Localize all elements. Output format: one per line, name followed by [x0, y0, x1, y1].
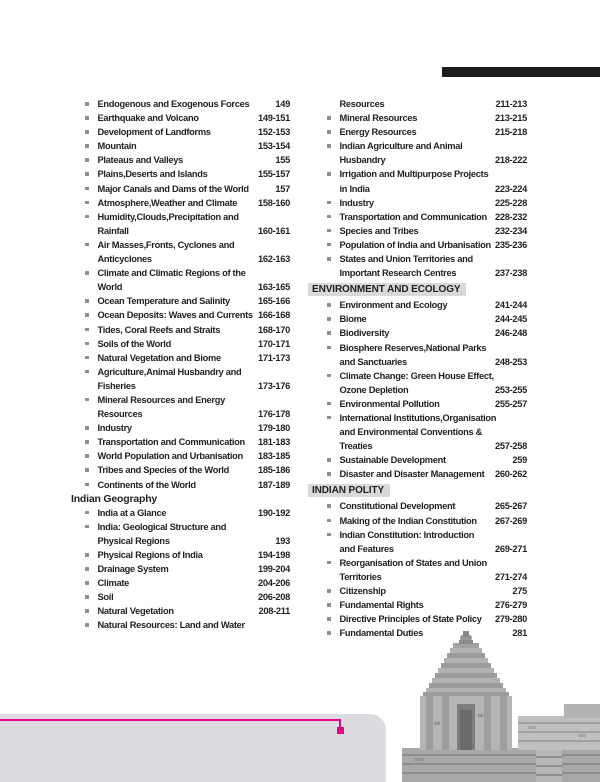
toc-entry-title: Biome [339, 314, 367, 325]
toc-entry-title: in India [339, 183, 370, 194]
toc-entry-title: States and Union Territories and [339, 254, 473, 265]
toc-row [70, 435, 290, 449]
toc-row [308, 224, 527, 238]
toc-row [70, 139, 290, 153]
toc-entry-pages: 194-198 [257, 550, 290, 560]
toc-entry-title: Husbandry [339, 155, 386, 166]
bullet-icon [327, 130, 331, 134]
bullet-icon [327, 257, 331, 261]
toc-row [308, 411, 527, 425]
toc-entry-title: and Features [339, 543, 394, 554]
bullet-icon [327, 589, 331, 593]
toc-entry-title: Humidity,Clouds,Precipitation and [97, 211, 239, 222]
toc-entry-title: International Institutions,Organisation [339, 412, 497, 423]
toc-row [308, 556, 527, 570]
toc-row [70, 407, 290, 421]
bullet-icon [85, 201, 89, 205]
toc-row [70, 167, 290, 181]
toc-row [308, 97, 527, 111]
toc-row [308, 425, 527, 439]
toc-entry-title: Tides, Coral Reefs and Straits [97, 324, 221, 335]
toc-entry-title: Energy Resources [339, 127, 417, 138]
toc-entry-title: Biodiversity [339, 328, 390, 339]
toc-row [308, 111, 527, 125]
toc-entry-title: Air Masses,Fronts, Cyclones and [97, 239, 235, 250]
toc-entry-title: India: Geological Structure and [97, 521, 227, 532]
bullet-icon [85, 511, 89, 515]
toc-entry-title: Fundamental Duties [339, 628, 423, 639]
section-header: INDIAN POLITY [308, 484, 390, 497]
toc-entry-pages: 246-248 [494, 328, 527, 339]
toc-entry-pages: 206-208 [257, 592, 290, 603]
toc-entry-title: Constitutional Development [339, 501, 456, 512]
toc-row [70, 97, 290, 111]
toc-row [70, 421, 290, 435]
toc-entry-title: Soil [97, 592, 114, 603]
toc-row [308, 584, 527, 598]
toc-entry-title: Mountain [97, 141, 137, 152]
temple-illustration [388, 630, 600, 782]
toc-entry-pages: 155-157 [257, 169, 290, 180]
toc-entry-pages: 152-153 [257, 127, 290, 138]
toc-entry-pages: 267-269 [494, 515, 527, 526]
bullet-icon [85, 454, 89, 458]
toc-row [70, 111, 290, 125]
bullet-icon [327, 346, 331, 350]
toc-entry-pages: 185-186 [257, 465, 290, 476]
toc-entry-pages: 218-222 [494, 155, 527, 166]
bullet-icon [327, 561, 331, 565]
toc-column-right [308, 97, 527, 640]
toc-entry-title: Indian Agriculture and Animal [339, 141, 463, 152]
toc-entry-pages: 260-262 [494, 469, 527, 480]
toc-row [70, 365, 290, 379]
toc-entry-pages: 269-271 [494, 543, 527, 554]
toc-entry-title: Directive Principles of State Policy [339, 614, 482, 625]
toc-entry-pages: 215-218 [494, 127, 527, 138]
toc-entry-title: World Population and Urbanisation [97, 451, 243, 462]
toc-entry-title: Tribes and Species of the World [97, 465, 230, 476]
toc-entry-title: Plains,Deserts and Islands [97, 169, 208, 180]
toc-entry-pages: 168-170 [257, 324, 290, 335]
toc-row [70, 478, 290, 492]
toc-row [70, 280, 290, 294]
toc-entry-title: Important Research Centres [339, 268, 457, 279]
toc-row [70, 182, 290, 196]
toc-row [308, 341, 527, 355]
bullet-icon [85, 525, 89, 529]
toc-entry-title: Climate [97, 578, 129, 589]
toc-entry-pages: 179-180 [257, 423, 290, 434]
toc-entry-title: Endogenous and Exogenous Forces [97, 99, 250, 109]
toc-entry-title: Environmental Pollution [339, 398, 440, 409]
toc-entry-pages: 257-258 [494, 441, 527, 452]
toc-entry-title: Soils of the World [97, 338, 171, 349]
bullet-icon [85, 243, 89, 247]
bullet-icon [327, 215, 331, 219]
toc-entry-title: and Sanctuaries [339, 356, 407, 367]
toc-row [70, 590, 290, 604]
toc-row [308, 326, 527, 340]
toc-row [308, 196, 527, 210]
toc-row [70, 308, 290, 322]
toc-entry-title: Plateaus and Valleys [97, 155, 183, 166]
toc-entry-title: Major Canals and Dams of the World [97, 183, 249, 194]
toc-entry-title: Environment and Ecology [339, 300, 448, 311]
toc-entry-pages: 157 [275, 183, 290, 194]
toc-entry-title: Making of the Indian Constitution [339, 515, 477, 526]
toc-entry-title: Ozone Depletion [339, 384, 409, 395]
bullet-icon [327, 374, 331, 378]
toc-row [70, 506, 290, 520]
toc-entry-title: Fisheries [97, 380, 136, 391]
bullet-icon [85, 468, 89, 472]
bullet-icon [85, 328, 89, 332]
toc-entry-pages: 232-234 [494, 225, 527, 236]
toc-entry-pages: 155 [275, 155, 290, 166]
toc-entry-title: Anticyclones [97, 254, 152, 265]
toc-row [308, 312, 527, 326]
toc-entry-pages: 241-244 [494, 300, 527, 311]
toc-entry-title: India at a Glance [97, 507, 167, 518]
toc-entry-title: Industry [97, 423, 132, 434]
bullet-icon [327, 472, 331, 476]
toc-row [308, 153, 527, 167]
toc-entry-pages: 166-168 [257, 310, 290, 321]
toc-row [308, 528, 527, 542]
toc-entry-pages: 162-163 [257, 254, 290, 265]
bullet-icon [85, 623, 89, 627]
toc-row [70, 337, 290, 351]
toc-row [70, 548, 290, 562]
toc-entry-pages: 225-228 [494, 197, 527, 208]
toc-entry-pages: 213-215 [494, 113, 527, 124]
bullet-icon [85, 130, 89, 134]
toc-entry-pages: 199-204 [257, 564, 290, 575]
toc-entry-title: Ocean Deposits: Waves and Currents [97, 310, 253, 321]
toc-entry-title: Transportation and Communication [97, 437, 245, 448]
toc-entry-title: Transportation and Communication [339, 211, 487, 222]
toc-row [308, 612, 527, 626]
toc-column-left [70, 97, 290, 633]
bullet-icon [327, 303, 331, 307]
toc-row [70, 153, 290, 167]
toc-entry-title: Citizenship [339, 586, 386, 596]
bullet-icon [327, 603, 331, 607]
toc-entry-pages: 228-232 [494, 211, 527, 222]
toc-entry-pages: 171-173 [257, 352, 290, 363]
toc-entry-pages: 149-151 [257, 113, 290, 124]
toc-entry-pages: 165-166 [257, 296, 290, 307]
toc-row [308, 570, 527, 584]
bullet-icon [85, 102, 89, 106]
bullet-icon [327, 331, 331, 335]
bullet-icon [327, 458, 331, 462]
bullet-icon [85, 158, 89, 162]
toc-entry-pages: 170-171 [257, 338, 290, 349]
toc-entry-title: Natural Vegetation [97, 606, 174, 617]
toc-row [70, 351, 290, 365]
toc-entry-title: Earthquake and Volcano [97, 113, 199, 124]
toc-entry-pages: 253-255 [494, 384, 527, 395]
bullet-icon [85, 398, 89, 402]
toc-row [70, 323, 290, 337]
toc-entry-pages: 235-236 [494, 239, 527, 250]
toc-entry-pages: 163-165 [257, 282, 290, 293]
toc-row [308, 499, 527, 513]
toc-entry-title: Resources [97, 409, 143, 420]
bullet-icon [85, 356, 89, 360]
black-divider-bar [442, 67, 600, 77]
toc-entry-title: Drainage System [97, 564, 169, 575]
toc-row [308, 397, 527, 411]
toc-row [70, 576, 290, 590]
toc-row [308, 252, 527, 266]
toc-entry-title: Physical Regions [97, 535, 170, 546]
toc-entry-pages: 149 [275, 99, 290, 109]
toc-entry-pages: 275 [512, 586, 527, 596]
bullet-icon [85, 595, 89, 599]
toc-row [308, 439, 527, 453]
toc-entry-title: Biosphere Reserves,National Parks [339, 342, 487, 353]
toc-entry-title: Ocean Temperature and Salinity [97, 296, 230, 307]
toc-entry-pages: 265-267 [494, 501, 527, 512]
bullet-icon [85, 342, 89, 346]
toc-row [70, 534, 290, 548]
toc-entry-pages: 173-176 [257, 380, 290, 391]
toc-row [308, 355, 527, 369]
bullet-icon [85, 370, 89, 374]
toc-row [308, 298, 527, 312]
bullet-icon [85, 215, 89, 219]
toc-entry-title: Territories [339, 571, 382, 582]
toc-entry-title: Agriculture,Animal Husbandry and [97, 366, 242, 377]
toc-entry-title: Development of Landforms [97, 127, 211, 138]
bullet-icon [327, 172, 331, 176]
pink-accent-square [337, 727, 344, 734]
toc-entry-title: Disaster and Disaster Management [339, 469, 485, 480]
section-header: Indian Geography [71, 492, 158, 505]
toc-row [70, 449, 290, 463]
bullet-icon [85, 299, 89, 303]
toc-row [308, 383, 527, 397]
toc-row [308, 369, 527, 383]
bullet-icon [327, 533, 331, 537]
bullet-icon [327, 504, 331, 508]
bullet-icon [327, 617, 331, 621]
bullet-icon [327, 402, 331, 406]
toc-entry-title: Rainfall [97, 225, 129, 236]
bullet-icon [85, 172, 89, 176]
toc-row [308, 182, 527, 196]
toc-entry-pages: 211-213 [495, 99, 527, 109]
toc-row [70, 210, 290, 224]
toc-row [308, 125, 527, 139]
toc-entry-title: Continents of the World [97, 479, 196, 490]
pink-accent-line-horizontal [0, 719, 341, 721]
bullet-icon [327, 201, 331, 205]
toc-entry-pages: 183-185 [257, 451, 290, 462]
toc-entry-title: Indian Constitution: Introduction [339, 529, 475, 540]
bullet-icon [85, 271, 89, 275]
toc-entry-title: Natural Resources: Land and Water [97, 620, 245, 631]
toc-entry-pages: 259 [512, 455, 527, 466]
bullet-icon [85, 609, 89, 613]
toc-entry-title: Irrigation and Multipurpose Projects [339, 169, 489, 180]
toc-row [70, 463, 290, 477]
toc-row [70, 618, 290, 632]
toc-entry-pages: 244-245 [494, 314, 527, 325]
toc-row [70, 266, 290, 280]
toc-entry-pages: 281 [512, 628, 527, 639]
toc-entry-title: and Environmental Conventions & [339, 427, 483, 438]
toc-entry-title: World [97, 282, 123, 293]
bullet-icon [327, 416, 331, 420]
toc-row [308, 598, 527, 612]
toc-entry-pages: 208-211 [258, 606, 290, 617]
toc-entry-pages: 181-183 [257, 437, 290, 448]
toc-entry-title: Resources [339, 99, 385, 109]
toc-entry-pages: 176-178 [257, 409, 290, 420]
toc-row [70, 604, 290, 618]
toc-row [308, 167, 527, 181]
bullet-icon [327, 144, 331, 148]
toc-entry-title: Atmosphere,Weather and Climate [97, 197, 238, 208]
toc-entry-title: Industry [339, 197, 374, 208]
toc-row [70, 196, 290, 210]
toc-entry-title: Reorganisation of States and Union [339, 557, 487, 568]
toc-entry-title: Climate and Climatic Regions of the [97, 268, 246, 279]
toc-row [70, 379, 290, 393]
bullet-icon [327, 243, 331, 247]
toc-entry-title: Mineral Resources [339, 113, 418, 124]
bullet-icon [327, 519, 331, 523]
toc-entry-pages: 271-274 [494, 571, 527, 582]
bullet-icon [85, 553, 89, 557]
bullet-icon [85, 567, 89, 571]
bullet-icon [85, 187, 89, 191]
toc-row [70, 238, 290, 252]
toc-entry-title: Fundamental Rights [339, 600, 424, 611]
toc-row [70, 252, 290, 266]
bullet-icon [85, 483, 89, 487]
toc-row [70, 224, 290, 238]
toc-row [308, 210, 527, 224]
toc-entry-pages: 160-161 [257, 225, 290, 236]
bullet-icon [327, 631, 331, 635]
toc-entry-pages: 237-238 [494, 268, 527, 279]
toc-entry-pages: 223-224 [494, 183, 527, 194]
bullet-icon [85, 426, 89, 430]
toc-entry-pages: 193 [275, 535, 290, 546]
toc-entry-pages: 248-253 [494, 356, 527, 367]
toc-entry-title: Natural Vegetation and Biome [97, 352, 221, 363]
toc-entry-pages: 158-160 [257, 197, 290, 208]
toc-row [308, 453, 527, 467]
toc-row [70, 393, 290, 407]
toc-entry-pages: 190-192 [257, 507, 290, 518]
toc-row [308, 238, 527, 252]
toc-row [70, 125, 290, 139]
toc-row [308, 467, 527, 481]
toc-row [308, 266, 527, 280]
toc-entry-pages: 204-206 [257, 578, 290, 589]
toc-entry-title: Mineral Resources and Energy [97, 394, 225, 405]
toc-row [308, 514, 527, 528]
toc-entry-title: Climate Change: Green House Effect, [339, 370, 494, 381]
toc-entry-title: Species and Tribes [339, 225, 419, 236]
toc-entry-title: Physical Regions of India [97, 550, 203, 560]
toc-row [308, 139, 527, 153]
toc-entry-pages: 255-257 [494, 398, 527, 409]
bullet-icon [327, 317, 331, 321]
toc-entry-pages: 153-154 [257, 141, 290, 152]
toc-row [70, 294, 290, 308]
bullet-icon [85, 116, 89, 120]
toc-row [308, 542, 527, 556]
bullet-icon [327, 229, 331, 233]
bullet-icon [85, 440, 89, 444]
bullet-icon [85, 313, 89, 317]
gray-footer-panel [0, 714, 386, 782]
bullet-icon [327, 116, 331, 120]
bullet-icon [85, 144, 89, 148]
toc-row [70, 520, 290, 534]
toc-entry-pages: 187-189 [257, 479, 290, 490]
toc-entry-title: Sustainable Development [339, 455, 446, 466]
bullet-icon [85, 581, 89, 585]
toc-entry-title: Population of India and Urbanisation [339, 239, 491, 250]
section-header: ENVIRONMENT AND ECOLOGY [308, 283, 466, 296]
toc-entry-pages: 276-279 [494, 600, 527, 611]
toc-entry-title: Treaties [339, 441, 373, 452]
toc-entry-pages: 279-280 [494, 614, 527, 625]
toc-row [70, 562, 290, 576]
